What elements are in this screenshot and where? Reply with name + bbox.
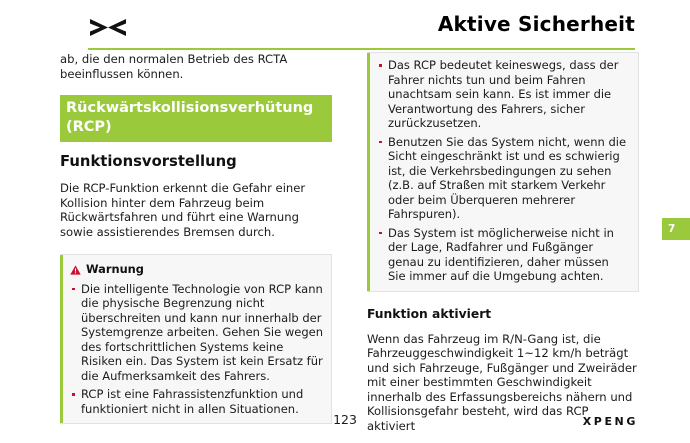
warning-triangle-icon — [70, 260, 81, 279]
warning-list-item: Das RCP bedeutet keineswegs, dass der Fahrer nichts tun und beim Fahren unachtsam sein kann. Es ist immer die Verantwortung des Fahrers, sicher zurückzusetzen. — [377, 58, 630, 131]
warning-list-item: Benutzen Sie das System nicht, wenn die Sicht eingeschränkt ist und es schwierig ist, die Verkehrsbedingungen zu sehen (z.B. auf Straßen mit starkem Verkehr oder beim Überqueren mehrerer Fahrspuren). — [377, 135, 630, 222]
page-header — [55, 10, 635, 50]
warning-list-item: Die intelligente Technologie von RCP kann die physische Begrenzung nicht überschreiten und kann nur innerhalb der Systemgrenze arbeiten. Gehen Sie wegen des fortschrittlichen Systems keine Risiken ein. Das System ist kein Ersatz für die Aufmerksamkeit des Fahrers. — [70, 282, 323, 384]
warning-label: Warnung — [86, 262, 144, 277]
spacer — [60, 171, 332, 181]
xpeng-wordmark-logo: XPENG — [582, 415, 638, 428]
footer-page-number: 123 — [333, 412, 357, 427]
right-column — [367, 52, 639, 434]
warning-item-list — [377, 58, 630, 284]
spacer — [60, 81, 332, 95]
warning-box — [60, 254, 332, 425]
left-column — [60, 52, 332, 424]
spacer — [60, 240, 332, 254]
spacer — [367, 322, 639, 332]
warning-list-item: RCP ist eine Fahrassistenzfunktion und funktioniert nicht in allen Situationen. — [70, 387, 323, 416]
warning-list-item: Das System ist möglicherweise nicht in der Lage, Radfahrer und Fußgänger genau zu identifizieren, daher müssen Sie immer auf die Umgebung achten. — [377, 226, 630, 284]
chapter-tab — [662, 218, 690, 240]
activation-paragraph: Wenn das Fahrzeug im R/N-Gang ist, die Fahrzeuggeschwindigkeit 1~12 km/h beträgt und sich Fahrzeuge, Fußgänger und Zweiräder mit einer bestimmten Geschwindigkeit innerhalb des Erfassungsbereichs nähern und Kollisionsgefahr besteht, wird das RCP aktiviert — [367, 331, 637, 434]
column-divider — [345, 52, 346, 397]
section-banner-title: Rückwärtskollisionsverhütung (RCP) — [60, 95, 332, 142]
function-description: Die RCP-Funktion erkennt die Gefahr einer Kollision hinter dem Fahrzeug beim Rückwärtsfahren und führt eine Warnung sowie assistierendes Bremsen durch. — [60, 181, 306, 239]
sub-heading: Funktionsvorstellung — [60, 153, 237, 171]
warning-item-list — [70, 282, 323, 417]
header-divider-rule — [88, 48, 635, 50]
minor-heading: Funktion aktiviert — [367, 306, 492, 321]
xpeng-x-logo-icon — [88, 16, 128, 42]
page-title: Aktive Sicherheit — [437, 12, 635, 36]
chapter-tab-number: 7 — [668, 223, 676, 235]
warning-box-continued — [367, 52, 639, 292]
spacer — [60, 142, 332, 152]
warning-header — [70, 260, 323, 279]
intro-paragraph: ab, die den normalen Betrieb des RCTA beeinflussen können. — [60, 52, 288, 81]
spacer — [367, 292, 639, 306]
